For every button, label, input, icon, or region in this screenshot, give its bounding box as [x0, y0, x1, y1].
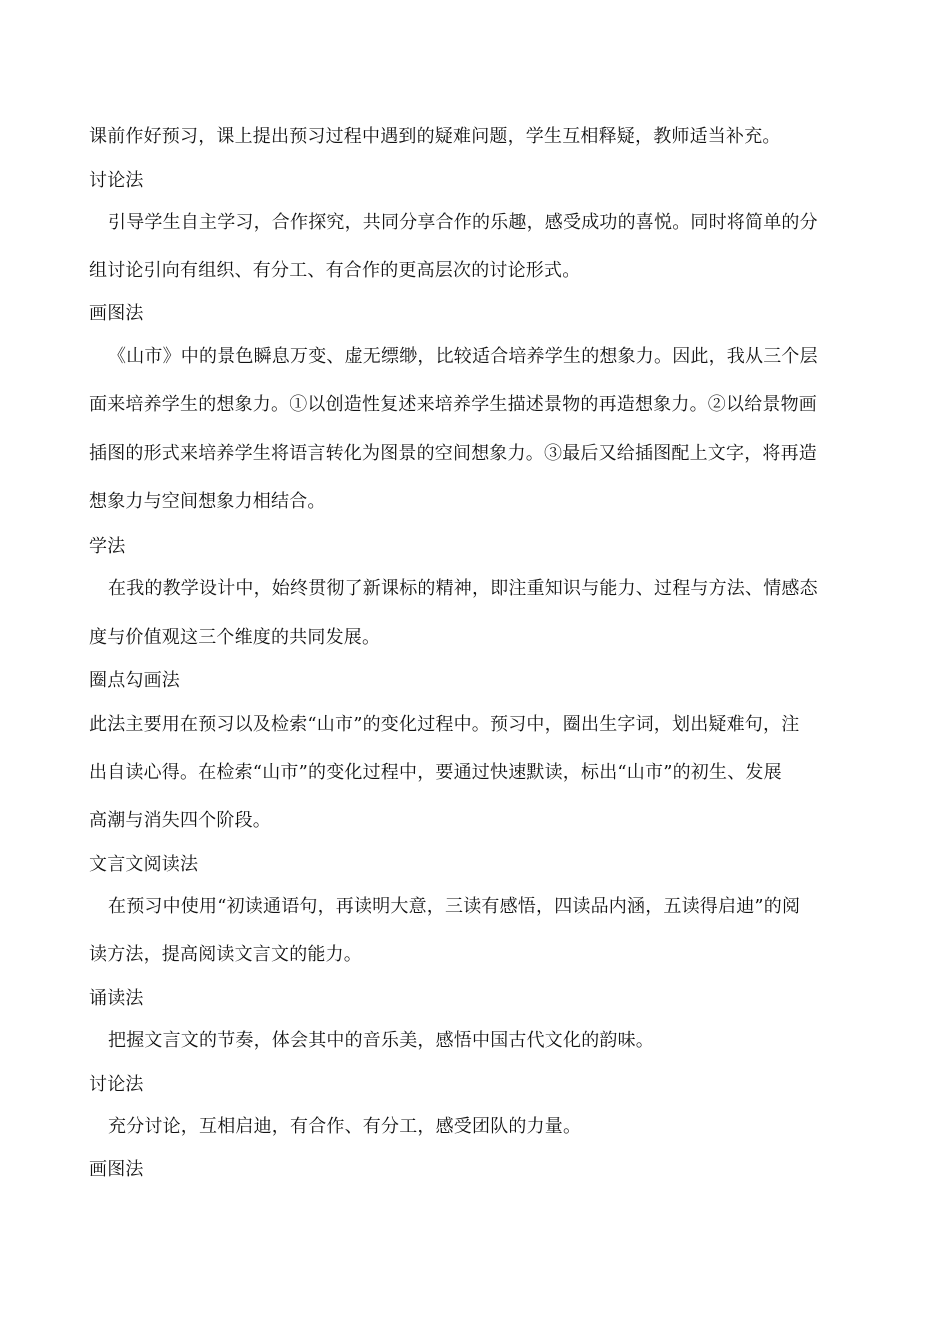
paragraph-line: 出自读心得。在检索“山市”的变化过程中，要通过快速默读，标出“山市”的初生、发展 [89, 762, 782, 783]
paragraph-line: 想象力与空间想象力相结合。 [89, 491, 326, 512]
section-heading: 学法 [89, 536, 126, 557]
paragraph-line: 插图的形式来培养学生将语言转化为图景的空间想象力。③最后又给插图配上文字，将再造 [89, 443, 817, 464]
paragraph-line: 读方法，提高阅读文言文的能力。 [89, 944, 362, 965]
paragraph-line: 充分讨论，互相启迪，有合作、有分工，感受团队的力量。 [108, 1116, 582, 1137]
paragraph-line: 度与价值观这三个维度的共同发展。 [89, 627, 381, 648]
section-heading: 画图法 [89, 1159, 144, 1180]
paragraph-line: 面来培养学生的想象力。①以创造性复述来培养学生描述景物的再造想象力。②以给景物画 [89, 394, 817, 415]
paragraph-line: 课前作好预习，课上提出预习过程中遇到的疑难问题，学生互相释疑，教师适当补充。 [89, 126, 781, 147]
paragraph-line: 在预习中使用“初读通语句，再读明大意，三读有感悟，四读品内涵，五读得启迪”的阅 [108, 896, 801, 917]
paragraph-line: 引导学生自主学习，合作探究，共同分享合作的乐趣，感受成功的喜悦。同时将简单的分 [108, 212, 818, 233]
section-heading: 文言文阅读法 [89, 854, 199, 875]
section-heading: 画图法 [89, 303, 144, 324]
section-heading: 讨论法 [89, 1074, 144, 1095]
paragraph-line: 高潮与消失四个阶段。 [89, 810, 271, 831]
paragraph-line: 《山市》中的景色瞬息万变、虚无缥缈，比较适合培养学生的想象力。因此，我从三个层 [108, 346, 818, 367]
section-heading: 诵读法 [89, 988, 144, 1009]
paragraph-line: 把握文言文的节奏，体会其中的音乐美，感悟中国古代文化的韵味。 [108, 1030, 654, 1051]
section-heading: 圈点勾画法 [89, 670, 180, 691]
paragraph-line: 在我的教学设计中，始终贯彻了新课标的精神，即注重知识与能力、过程与方法、情感态 [108, 578, 818, 599]
paragraph-line: 组讨论引向有组织、有分工、有合作的更高层次的讨论形式。 [89, 260, 581, 281]
paragraph-line: 此法主要用在预习以及检索“山市”的变化过程中。预习中，圈出生字词，划出疑难句，注 [89, 714, 800, 735]
section-heading: 讨论法 [89, 170, 144, 191]
